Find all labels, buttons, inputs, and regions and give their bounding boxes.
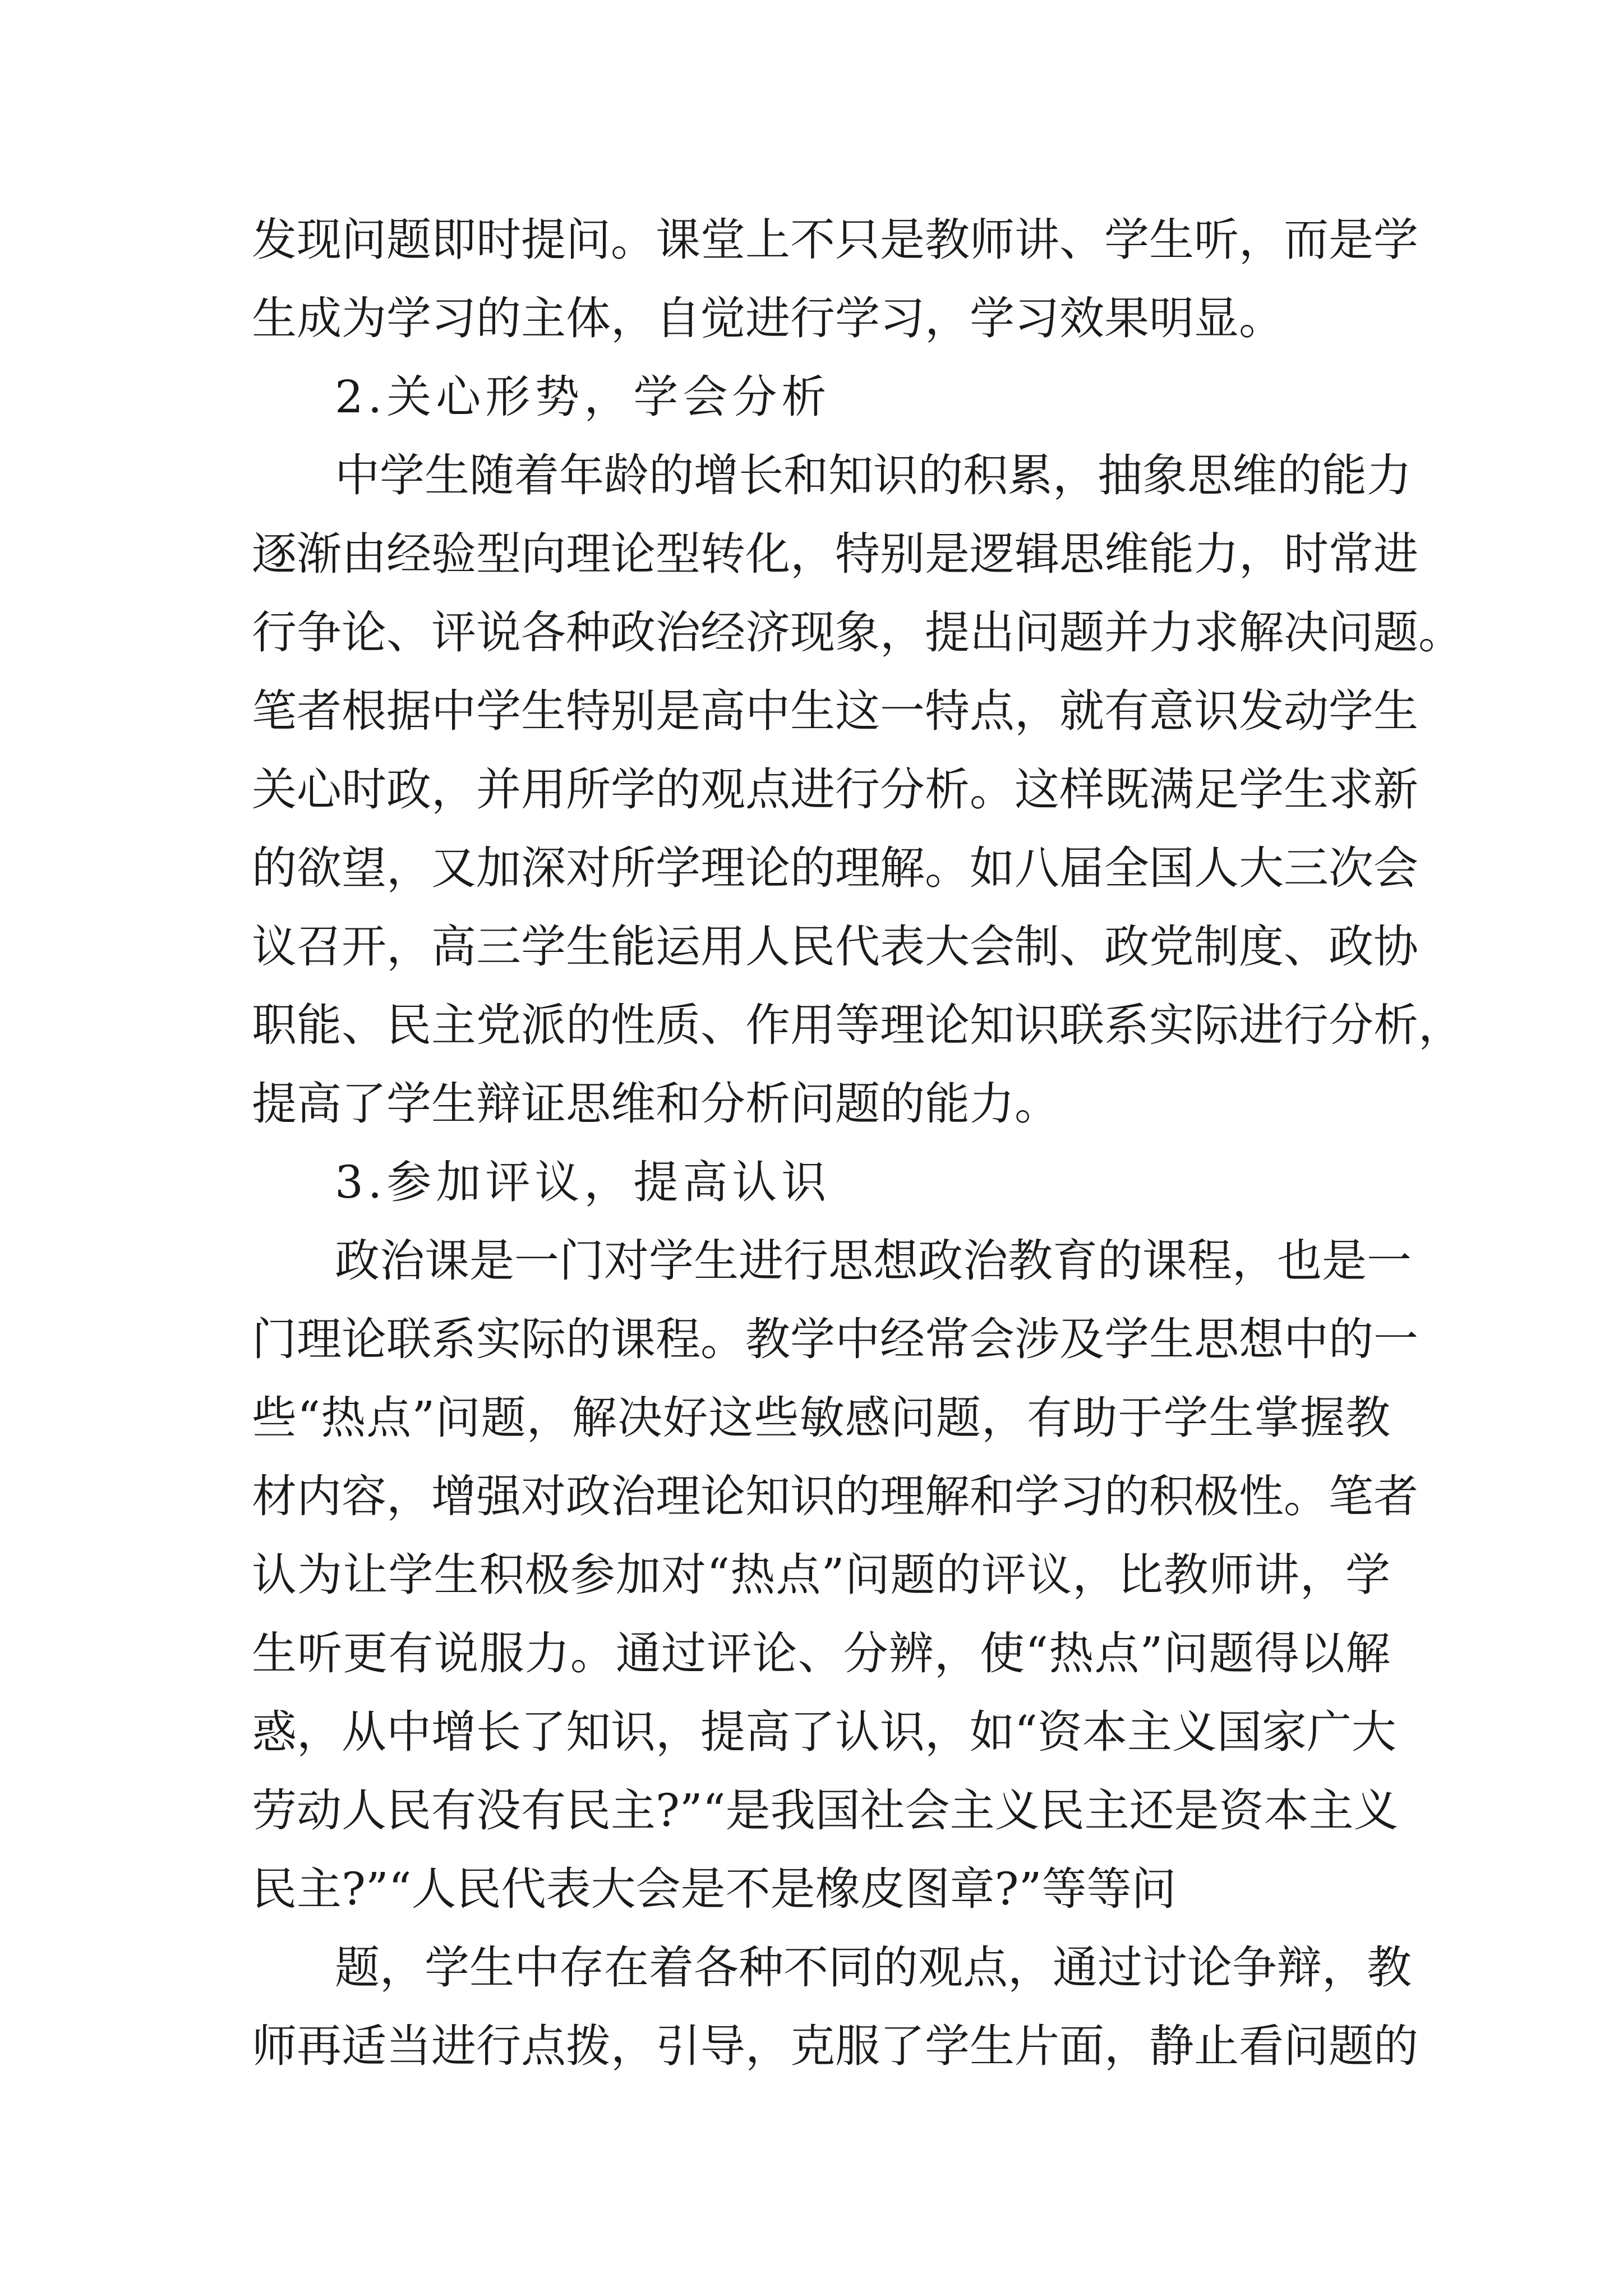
p2-line-5: 关心时政，并用所学的观点进行分析。这样既满足学生求新 (252, 763, 1418, 816)
p3-line-3: 些“热点”问题，解决好这些敏感问题，有助于学生掌握教 (252, 1392, 1390, 1444)
p3-line-6: 生听更有说服力。通过评论、分辨，使“热点”问题得以解 (252, 1627, 1390, 1680)
p2-line-2: 逐渐由经验型向理论型转化，特别是逻辑思维能力，时常进 (252, 528, 1418, 580)
p2-line-9: 提高了学生辩证思维和分析问题的能力。 (252, 1078, 1059, 1130)
section-heading-3: 3.参加评议，提高认识 (335, 1156, 831, 1208)
section-heading-2: 2.关心形势，学会分析 (335, 371, 831, 423)
p1-line-1: 发现问题即时提问。课堂上不只是教师讲、学生听，而是学 (252, 214, 1418, 266)
p3-line-1: 政治课是一门对学生进行思想政治教育的课程，也是一 (335, 1235, 1412, 1287)
p3-line-7: 惑，从中增长了知识，提高了认识，如“资本主义国家广大 (252, 1706, 1396, 1758)
p2-line-3: 行争论、评说各种政治经济现象，提出问题并力求解决问题。 (252, 606, 1463, 659)
p3-line-2: 门理论联系实际的课程。教学中经常会涉及学生思想中的一 (252, 1313, 1418, 1365)
p1-line-2: 生成为学习的主体，自觉进行学习，学习效果明显。 (252, 292, 1284, 344)
p3-line-8: 劳动人民有没有民主?”“是我国社会主义民主还是资本主义 (252, 1784, 1399, 1837)
p2-line-7: 议召开，高三学生能运用人民代表大会制、政党制度、政协 (252, 921, 1418, 973)
p2-line-4: 笔者根据中学生特别是高中生这一特点，就有意识发动学生 (252, 685, 1418, 737)
p4-line-2: 师再适当进行点拨，引导，克服了学生片面，静止看问题的 (252, 2020, 1418, 2072)
p2-line-8: 职能、民主党派的性质、作用等理论知识联系实际进行分析， (252, 999, 1463, 1051)
p2-line-6: 的欲望，又加深对所学理论的理解。如八届全国人大三次会 (252, 842, 1418, 894)
p3-line-4: 材内容，增强对政治理论知识的理解和学习的积极性。笔者 (252, 1470, 1418, 1522)
p2-line-1: 中学生随着年龄的增长和知识的积累，抽象思维的能力 (335, 449, 1412, 501)
p4-line-1: 题，学生中存在着各种不同的观点，通过讨论争辩，教 (335, 1941, 1412, 1994)
p3-line-9: 民主?”“人民代表大会是不是橡皮图章?”等等问 (252, 1863, 1177, 1915)
p3-line-5: 认为让学生积极参加对“热点”问题的评议，比教师讲，学 (252, 1549, 1390, 1601)
